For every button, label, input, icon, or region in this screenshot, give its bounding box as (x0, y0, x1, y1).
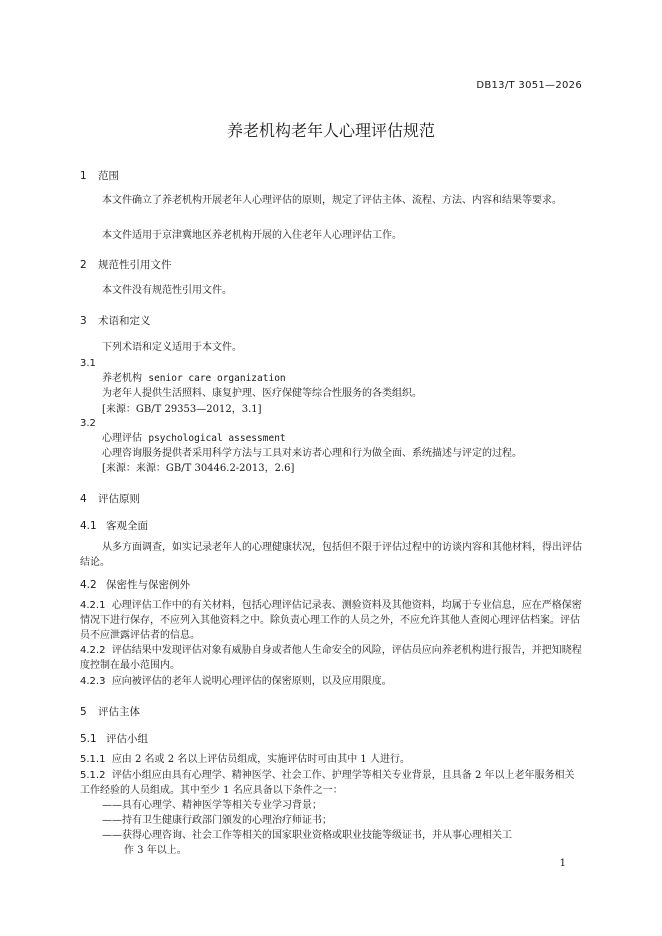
clause-number: 5.1.2 (80, 770, 106, 781)
subsection-title: 客观全面 (106, 520, 148, 532)
section-number: 5 (80, 706, 87, 718)
clause-text: 应由 2 名或 2 名以上评估员组成，实施评估时可由其中 1 人进行。 (111, 754, 410, 765)
list-item-continuation: 作 3 年以上。 (124, 845, 187, 856)
term-source: [来源：GB/T 29353—2012，3.1] (102, 404, 262, 415)
term-definition: 心理咨询服务提供者采用科学方法与工具对来访者心理和行为做全面、系统描述与评定的过程。 (102, 448, 522, 459)
subsection-4-1-heading (80, 518, 148, 533)
list-item: ——获得心理咨询、社会工作等相关的国家职业资格或职业技能等级证书，并从事心理相关工 (102, 830, 512, 841)
paragraph: 本文件适用于京津冀地区养老机构开展的入住老年人心理评估工作。 (102, 230, 402, 241)
term-english: psychological assessment (148, 433, 286, 444)
document-code: DB13/T 3051—2026 (476, 80, 582, 91)
term-number: 3.1 (80, 358, 96, 369)
term-definition: 为老年人提供生活照料、康复护理、医疗保健等综合性服务的各类组织。 (102, 388, 422, 399)
page-number: 1 (559, 858, 566, 869)
clause-text: 应向被评估的老年人说明心理评估的保密原则，以及应用限度。 (111, 676, 392, 687)
clause-number: 4.2.1 (80, 600, 106, 611)
subsection-number: 4.1 (80, 520, 97, 532)
section-2-heading (80, 257, 172, 272)
section-number: 1 (80, 170, 87, 182)
paragraph: 本文件确立了养老机构开展老年人心理评估的原则，规定了评估主体、流程、方法、内容和结果等要求。 (102, 195, 562, 206)
paragraph: 从多方面调查，如实记录老年人的心理健康状况，包括但不限于评估过程中的访谈内容和其他材料，得出评估结论。 (80, 542, 582, 568)
section-title: 评估主体 (98, 706, 140, 718)
subsection-number: 4.2 (80, 579, 97, 591)
clause-text: 评估小组应由具有心理学、精神医学、社会工作、护理学等相关专业背景，且具备 2 年以上老年服务相关工作经验的人员组成。其中至少 1 名应具备以下条件之一： (80, 770, 575, 796)
section-number: 4 (80, 493, 87, 505)
term-number: 3.2 (80, 418, 96, 429)
clause-5-1-2 (80, 768, 582, 798)
term-english: senior care organization (148, 373, 286, 384)
section-4-heading (80, 491, 140, 506)
section-1-heading (80, 168, 119, 183)
document-title: 养老机构老年人心理评估规范 (226, 121, 435, 140)
paragraph: 本文件没有规范性引用文件。 (102, 285, 232, 296)
subsection-5-1-heading (80, 731, 148, 746)
section-5-heading (80, 704, 140, 719)
subsection-number: 5.1 (80, 733, 97, 745)
section-number: 3 (80, 315, 87, 327)
clause-5-1-1 (80, 752, 410, 767)
section-title: 评估原则 (98, 493, 140, 505)
section-title: 术语和定义 (98, 315, 151, 327)
clause-4-2-3 (80, 674, 392, 689)
paragraph: 下列术语和定义适用于本文件。 (102, 342, 242, 353)
section-3-heading (80, 313, 151, 328)
term-chinese: 养老机构 (102, 373, 142, 384)
section-number: 2 (80, 259, 87, 271)
clause-number: 4.2.3 (80, 676, 106, 687)
term-entry (102, 371, 286, 386)
clause-text: 评估结果中发现评估对象有威胁自身或者他人生命安全的风险，评估员应向养老机构进行报告，并把知晓程度控制在最小范围内。 (80, 645, 582, 671)
list-item: ——具有心理学、精神医学等相关专业学习背景； (102, 800, 322, 811)
subsection-4-2-heading (80, 577, 190, 592)
subsection-title: 评估小组 (106, 733, 148, 745)
clause-number: 5.1.1 (80, 754, 106, 765)
section-title: 规范性引用文件 (98, 259, 172, 271)
term-chinese: 心理评估 (102, 433, 142, 444)
term-source: [来源：来源：GB/T 30446.2-2013，2.6] (102, 463, 295, 474)
clause-4-2-1 (80, 598, 582, 643)
term-entry (102, 431, 286, 446)
section-title: 范围 (98, 170, 119, 182)
clause-4-2-2 (80, 643, 582, 673)
clause-number: 4.2.2 (80, 645, 106, 656)
clause-text: 心理评估工作中的有关材料，包括心理评估记录表、测验资料及其他资料，均属于专业信息，应在严格保密情况下进行保存，不应列入其他资料之中。除负责心理工作的人员之外，不应允许其他人查阅心理评估档案。评估员不应泄露评估者的信息。 (80, 600, 582, 641)
list-item: ——持有卫生健康行政部门颁发的心理治疗师证书； (102, 815, 332, 826)
subsection-title: 保密性与保密例外 (106, 579, 190, 591)
